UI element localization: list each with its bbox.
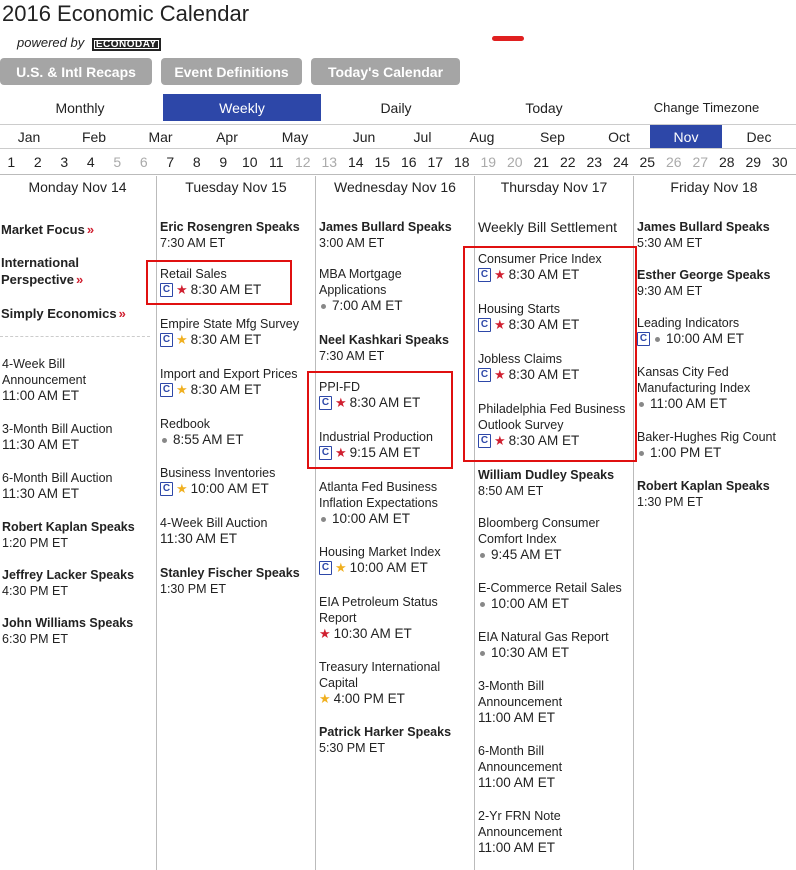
month-oct[interactable]: Oct [608, 128, 630, 145]
column-header: Wednesday Nov 16 [334, 179, 456, 195]
event-time: 11:00 AM ET [650, 396, 728, 411]
gold-star-icon: ★ [176, 382, 188, 397]
calendar-event[interactable] [478, 808, 630, 856]
event-time: 4:30 PM ET [2, 584, 68, 598]
day-19[interactable]: 19 [480, 154, 497, 170]
event-time-row [2, 631, 151, 647]
calendar-event[interactable] [637, 315, 791, 347]
event-time: 1:30 PM ET [160, 582, 226, 596]
event-time-row [2, 535, 151, 551]
event-time: 8:55 AM ET [173, 432, 244, 447]
month-mar[interactable]: Mar [148, 128, 173, 145]
calendar-event[interactable] [478, 629, 630, 661]
event-time: 8:30 AM ET [190, 282, 262, 297]
day-23[interactable]: 23 [586, 154, 603, 170]
day-column [316, 176, 474, 870]
change-timezone-link[interactable]: Change Timezone [653, 100, 760, 115]
month-jun[interactable]: Jun [352, 128, 376, 145]
calendar-event[interactable] [160, 416, 312, 448]
event-time: 8:30 AM ET [508, 267, 580, 282]
calendar-event[interactable] [478, 467, 630, 499]
month-dec[interactable]: Dec [746, 128, 772, 145]
event-time: 8:30 AM ET [508, 317, 580, 332]
tab-weekly[interactable]: Weekly [163, 94, 321, 121]
event-name[interactable]: Esther George Speaks [637, 268, 771, 282]
red-star-icon: ★ [494, 433, 506, 448]
event-time: 9:15 AM ET [349, 445, 421, 460]
calendar-event[interactable] [2, 421, 151, 453]
calendar-event[interactable] [478, 678, 630, 726]
event-time: 8:50 AM ET [478, 484, 544, 498]
day-10[interactable]: 10 [241, 154, 258, 170]
event-time-row [2, 486, 151, 502]
calendar-event[interactable] [319, 544, 471, 576]
column-header: Tuesday Nov 15 [185, 179, 287, 195]
calendar-event[interactable] [478, 515, 630, 563]
event-time-row [478, 483, 630, 499]
calendar-event[interactable] [478, 743, 630, 791]
red-star-icon: ★ [494, 267, 506, 282]
gold-star-icon: ★ [335, 560, 347, 575]
event-name[interactable]: Housing Market Index [319, 545, 441, 559]
page-title: 2016 Economic Calendar [2, 1, 250, 26]
event-name[interactable]: 2-Yr FRN Note Announcement [478, 809, 563, 839]
day-7[interactable]: 7 [166, 154, 175, 170]
event-name[interactable]: Consumer Price Index [478, 252, 602, 266]
event-time: 3:00 AM ET [319, 236, 385, 250]
event-time: 1:20 PM ET [2, 536, 68, 550]
event-name[interactable]: Import and Export Prices [160, 367, 298, 381]
event-time: 10:30 AM ET [333, 626, 412, 641]
powered-by [17, 35, 161, 51]
event-time-row [319, 740, 471, 756]
consensus-icon[interactable]: C [319, 396, 332, 410]
event-time: 10:30 AM ET [491, 645, 570, 660]
event-name[interactable]: John Williams Speaks [2, 616, 134, 630]
event-definitions-button[interactable]: Event Definitions [161, 58, 302, 85]
event-time: 1:00 PM ET [650, 445, 722, 460]
econoday-logo[interactable]: ECONODAY [92, 38, 161, 51]
calendar-event[interactable] [637, 364, 791, 412]
event-name[interactable]: Stanley Fischer Speaks [160, 566, 300, 580]
consensus-icon[interactable]: C [478, 434, 491, 448]
calendar-event[interactable] [478, 580, 630, 612]
day-30[interactable]: 30 [771, 154, 788, 170]
event-name[interactable]: Housing Starts [478, 302, 560, 316]
day-13[interactable]: 13 [321, 154, 338, 170]
month-jul[interactable]: Jul [413, 128, 432, 145]
red-star-icon: ★ [176, 282, 188, 297]
raquo-icon: » [76, 272, 84, 287]
event-time: 8:30 AM ET [508, 367, 580, 382]
highlight-thursday-indicators [463, 246, 637, 462]
event-name[interactable]: Atlanta Fed Business Inflation Expectations [319, 480, 438, 510]
calendar-event[interactable] [160, 366, 312, 398]
event-time-row [319, 348, 471, 364]
calendar-event[interactable] [2, 615, 151, 647]
gold-star-icon: ★ [176, 332, 188, 347]
event-time: 6:30 PM ET [2, 632, 68, 646]
event-time-row [160, 432, 312, 448]
consensus-icon[interactable]: C [160, 383, 173, 397]
divider [0, 336, 150, 337]
dot-icon [480, 553, 485, 558]
gold-star-icon: ★ [176, 481, 188, 496]
month-aug[interactable]: Aug [469, 128, 495, 145]
calendar-event[interactable] [319, 479, 471, 527]
event-time: 1:30 PM ET [637, 495, 703, 509]
event-time: 10:00 AM ET [332, 511, 411, 526]
calendar-event[interactable] [319, 332, 471, 364]
event-time-row [319, 626, 471, 642]
red-star-icon: ★ [494, 367, 506, 382]
event-time: 9:45 AM ET [491, 547, 562, 562]
month-feb[interactable]: Feb [81, 128, 107, 145]
event-name[interactable]: Jobless Claims [478, 352, 563, 366]
consensus-icon[interactable]: C [637, 332, 650, 346]
column-header: Thursday Nov 17 [500, 179, 608, 195]
event-time-row [319, 511, 471, 527]
day-column [0, 176, 155, 870]
day-26[interactable]: 26 [665, 154, 682, 170]
event-time-row [319, 235, 471, 251]
event-time-row [478, 547, 630, 563]
calendar-event[interactable] [319, 594, 471, 642]
event-name[interactable]: 4-Week Bill Auction [160, 516, 268, 530]
event-name[interactable]: James Bullard Speaks [637, 220, 770, 234]
event-time-row [637, 283, 791, 299]
calendar-event[interactable] [637, 267, 791, 299]
day-12[interactable]: 12 [294, 154, 311, 170]
event-name[interactable]: Jeffrey Lacker Speaks [2, 568, 135, 582]
day-8[interactable]: 8 [192, 154, 201, 170]
day-24[interactable]: 24 [612, 154, 629, 170]
event-name[interactable]: EIA Natural Gas Report [478, 630, 609, 644]
red-star-icon: ★ [335, 445, 347, 460]
dot-icon [162, 438, 167, 443]
event-time: 10:00 AM ET [666, 331, 745, 346]
event-name[interactable]: E-Commerce Retail Sales [478, 581, 622, 595]
event-name[interactable]: Business Inventories [160, 466, 276, 480]
consensus-icon[interactable]: C [478, 268, 491, 282]
day-11[interactable]: 11 [268, 154, 284, 170]
event-time-row [637, 235, 791, 251]
day-6[interactable]: 6 [139, 154, 148, 170]
powered-by-label: powered by [17, 35, 85, 50]
side-link-label: Simply Economics [1, 306, 117, 321]
day-16[interactable]: 16 [400, 154, 417, 170]
event-time: 11:00 AM ET [478, 775, 556, 790]
day-2[interactable]: 2 [33, 154, 42, 170]
event-time: 8:30 AM ET [508, 433, 580, 448]
gold-star-icon: ★ [319, 691, 331, 706]
event-name[interactable]: 6-Month Bill Auction [2, 471, 113, 485]
calendar-event[interactable] [637, 219, 791, 251]
event-time: 5:30 AM ET [637, 236, 703, 250]
calendar-event[interactable] [160, 465, 312, 497]
side-link-label: Market Focus [1, 222, 85, 237]
day-18[interactable]: 18 [453, 154, 470, 170]
todays-calendar-button[interactable]: Today's Calendar [311, 58, 460, 85]
event-time-row [478, 645, 630, 661]
view-tabs [0, 94, 796, 121]
red-star-icon: ★ [319, 626, 331, 641]
event-time-row [2, 388, 151, 404]
month-nov[interactable]: Nov [650, 125, 722, 148]
event-time: 8:30 AM ET [190, 332, 262, 347]
side-link[interactable] [1, 254, 91, 288]
day-22[interactable]: 22 [559, 154, 576, 170]
event-time-row [637, 445, 791, 461]
event-time-row [2, 583, 151, 599]
day-column [634, 176, 794, 870]
red-star-icon: ★ [494, 317, 506, 332]
raquo-icon: » [118, 306, 126, 321]
event-time: 11:00 AM ET [2, 388, 80, 403]
calendar-event[interactable] [637, 478, 791, 510]
event-name[interactable]: 3-Month Bill Auction [2, 422, 113, 436]
event-name[interactable]: EIA Petroleum Status Report [319, 595, 438, 625]
highlight-ppi-industrial [307, 371, 453, 469]
dot-icon [639, 451, 644, 456]
highlight-retail-sales [146, 260, 292, 305]
event-time: 11:00 AM ET [478, 710, 556, 725]
tab-monthly[interactable]: Monthly [55, 99, 105, 116]
calendar-event[interactable] [319, 724, 471, 756]
event-time: 8:30 AM ET [190, 382, 262, 397]
day-4[interactable]: 4 [86, 154, 95, 170]
event-name[interactable]: Retail Sales [160, 267, 227, 281]
consensus-icon[interactable]: C [160, 283, 173, 297]
day-25[interactable]: 25 [639, 154, 656, 170]
event-name[interactable]: Robert Kaplan Speaks [2, 520, 135, 534]
day-14[interactable]: 14 [347, 154, 364, 170]
event-time-row [160, 481, 312, 497]
event-name[interactable]: Industrial Production [319, 430, 433, 444]
side-link[interactable] [1, 221, 151, 238]
day-21[interactable]: 21 [533, 154, 550, 170]
event-name[interactable]: Treasury International Capital [319, 660, 441, 690]
month-may[interactable]: May [281, 128, 309, 145]
dot-icon [639, 402, 644, 407]
event-time-row [160, 235, 312, 251]
consensus-icon[interactable]: C [160, 482, 173, 496]
tab-today[interactable]: Today [525, 99, 563, 116]
event-name[interactable]: Bloomberg Consumer Comfort Index [478, 516, 600, 546]
calendar-event[interactable] [319, 266, 471, 314]
event-name[interactable]: Eric Rosengren Speaks [160, 220, 300, 234]
calendar-event[interactable] [2, 470, 151, 502]
side-link-label: International Perspective [1, 255, 80, 287]
event-name[interactable]: 4-Week Bill Announcement [2, 357, 87, 387]
event-name[interactable]: PPI-FD [319, 380, 360, 394]
month-apr[interactable]: Apr [216, 128, 238, 145]
event-time-row [319, 560, 471, 576]
event-name[interactable]: 6-Month Bill Announcement [478, 744, 563, 774]
day-nav [0, 150, 796, 175]
event-time-row [478, 840, 630, 856]
event-time-row [2, 437, 151, 453]
dot-icon [321, 517, 326, 522]
event-time: 8:30 AM ET [349, 395, 421, 410]
day-3[interactable]: 3 [60, 154, 69, 170]
event-time: 11:30 AM ET [2, 437, 80, 452]
consensus-icon[interactable]: C [478, 368, 491, 382]
event-name[interactable]: Patrick Harker Speaks [319, 725, 452, 739]
event-name[interactable]: Redbook [160, 417, 211, 431]
event-time: 9:30 AM ET [637, 284, 703, 298]
day-5[interactable]: 5 [113, 154, 122, 170]
day-1[interactable]: 1 [7, 154, 16, 170]
calendar-event[interactable] [160, 219, 312, 251]
event-time-row [478, 710, 630, 726]
calendar-event[interactable] [2, 567, 151, 599]
event-time: 10:00 AM ET [491, 596, 570, 611]
column-header: Monday Nov 14 [28, 179, 127, 195]
consensus-icon[interactable]: C [478, 318, 491, 332]
calendar-event[interactable] [637, 429, 791, 461]
calendar-event[interactable] [2, 519, 151, 551]
event-time-row [160, 332, 312, 348]
calendar-event[interactable] [160, 565, 312, 597]
event-time-row [319, 691, 471, 707]
event-time-row [637, 494, 791, 510]
event-name[interactable]: Weekly Bill Settlement [478, 219, 618, 235]
event-time: 7:30 AM ET [319, 349, 385, 363]
column-header: Friday Nov 18 [670, 179, 758, 195]
consensus-icon[interactable]: C [319, 446, 332, 460]
dot-icon [321, 304, 326, 309]
consensus-icon[interactable]: C [160, 333, 173, 347]
tab-daily[interactable]: Daily [380, 99, 412, 116]
event-name[interactable]: Kansas City Fed Manufacturing Index [637, 365, 751, 395]
event-time: 10:00 AM ET [190, 481, 269, 496]
event-name[interactable]: Baker-Hughes Rig Count [637, 430, 776, 444]
consensus-icon[interactable]: C [319, 561, 332, 575]
event-time-row [637, 396, 791, 412]
event-time-row [478, 596, 630, 612]
event-name[interactable]: Leading Indicators [637, 316, 740, 330]
day-9[interactable]: 9 [219, 154, 228, 170]
month-sep[interactable]: Sep [540, 128, 565, 145]
event-time: 7:30 AM ET [160, 236, 226, 250]
red-star-icon: ★ [335, 395, 347, 410]
event-time-row [160, 581, 312, 597]
dot-icon [480, 602, 485, 607]
event-time-row [319, 298, 471, 314]
calendar-event[interactable] [160, 316, 312, 348]
event-time: 10:00 AM ET [349, 560, 428, 575]
event-name[interactable]: Robert Kaplan Speaks [637, 479, 770, 493]
day-15[interactable]: 15 [374, 154, 391, 170]
event-time: 7:00 AM ET [332, 298, 403, 313]
day-20[interactable]: 20 [506, 154, 523, 170]
day-27[interactable]: 27 [692, 154, 709, 170]
event-time: 11:30 AM ET [2, 486, 80, 501]
event-name[interactable]: Neel Kashkari Speaks [319, 333, 449, 347]
event-time: 5:30 PM ET [319, 741, 385, 755]
month-nav [0, 124, 796, 149]
calendar-event[interactable] [2, 356, 151, 404]
calendar-event[interactable] [478, 219, 630, 235]
recaps-button[interactable]: U.S. & Intl Recaps [0, 58, 152, 85]
event-name[interactable]: MBA Mortgage Applications [319, 267, 402, 297]
event-time-row [637, 331, 791, 347]
dot-icon [480, 651, 485, 656]
event-name[interactable]: William Dudley Speaks [478, 468, 615, 482]
event-time: 4:00 PM ET [333, 691, 405, 706]
event-time-row [160, 531, 312, 547]
calendar-event[interactable] [319, 219, 471, 251]
calendar-event[interactable] [319, 659, 471, 707]
raquo-icon: » [86, 222, 95, 237]
side-link[interactable] [1, 305, 151, 322]
event-name[interactable]: Philadelphia Fed Business Outlook Survey [478, 402, 626, 432]
day-17[interactable]: 17 [427, 154, 444, 170]
day-29[interactable]: 29 [745, 154, 762, 170]
event-time-row [160, 382, 312, 398]
dot-icon [655, 337, 660, 342]
event-name[interactable]: 3-Month Bill Announcement [478, 679, 563, 709]
event-name[interactable]: James Bullard Speaks [319, 220, 452, 234]
red-marker [492, 36, 524, 41]
event-time-row [478, 775, 630, 791]
month-jan[interactable]: Jan [17, 128, 41, 145]
day-28[interactable]: 28 [718, 154, 735, 170]
event-time: 11:00 AM ET [478, 840, 556, 855]
calendar-event[interactable] [160, 515, 312, 547]
event-name[interactable]: Empire State Mfg Survey [160, 317, 299, 331]
event-time: 11:30 AM ET [160, 531, 238, 546]
